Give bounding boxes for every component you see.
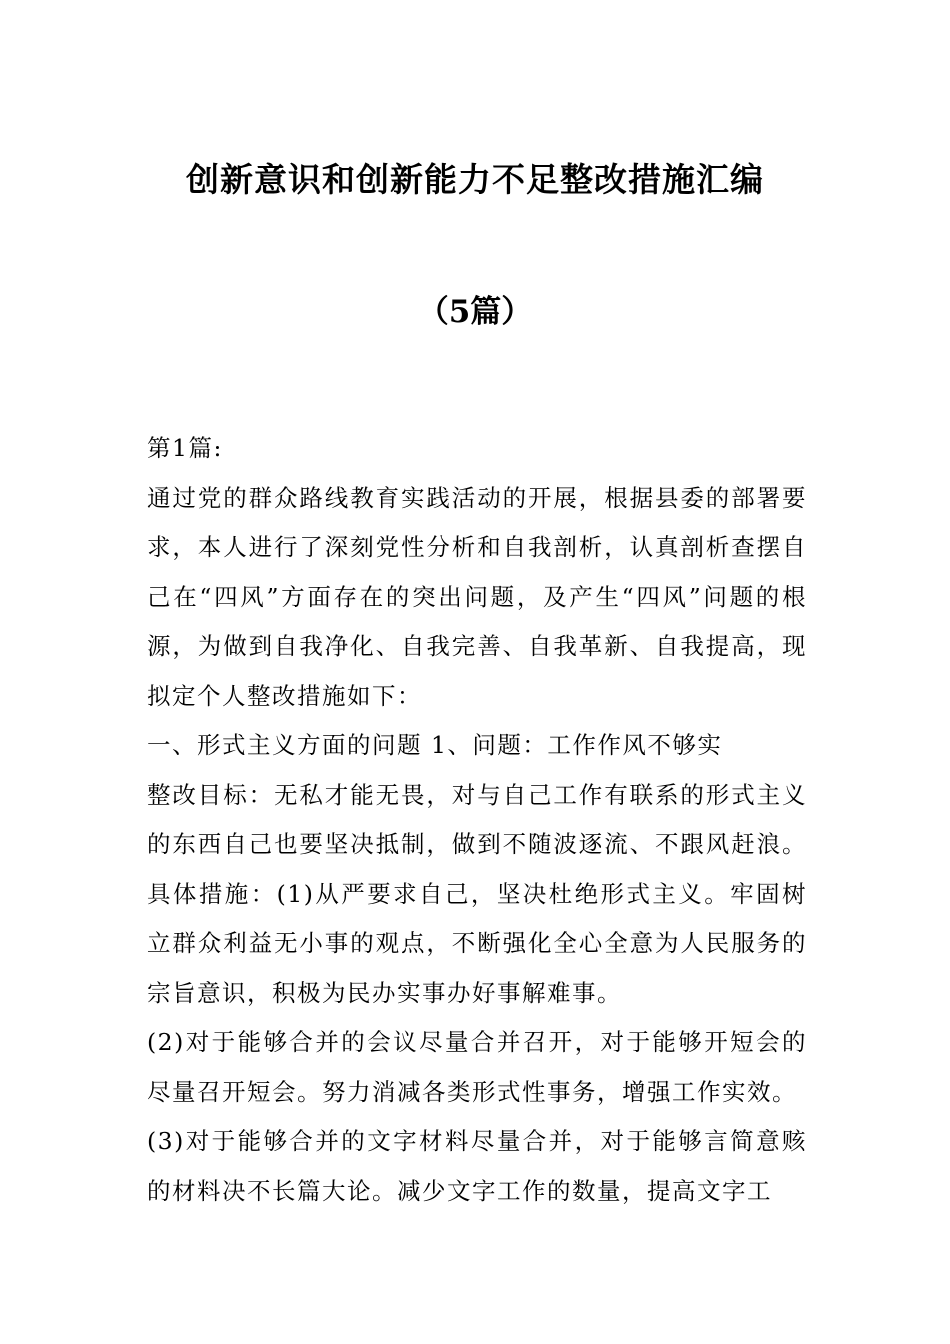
- paragraph-target: 整改目标：无私才能无畏，对与自己工作有联系的形式主义的东西自己也要坚决抵制，做到不随波逐流、不跟风赶浪。具体措施：(1)从严要求自己，坚决杜绝形式主义。牢固树立群众利益无小事的观点，不断强化全心全意为人民服务的宗旨意识，积极为民办实事办好事解难事。: [147, 780, 807, 1007]
- paragraph-measure-3: (3)对于能够合并的文字材料尽量合并，对于能够言简意赅的材料决不长篇大论。减少文字工作的数量，提高文字工: [147, 1127, 807, 1205]
- paragraph-intro: 通过党的群众路线教育实践活动的开展，根据县委的部署要求，本人进行了深刻党性分析和自我剖析，认真剖析查摆自己在“四风”方面存在的突出问题，及产生“四风”问题的根源，为做到自我净化、自我完善、自我革新、自我提高，现拟定个人整改措施如下：: [147, 483, 807, 710]
- paragraph-heading: 一、形式主义方面的问题 1、问题：工作作风不够实: [147, 731, 723, 759]
- section-label: 第1篇:: [147, 434, 223, 462]
- paragraph-measure-2: (2)对于能够合并的会议尽量合并召开，对于能够开短会的尽量召开短会。努力消减各类形式性事务，增强工作实效。: [147, 1028, 807, 1106]
- document-subtitle: （5篇）: [417, 294, 533, 330]
- document-body: [147, 424, 807, 1216]
- document-title: 创新意识和创新能力不足整改措施汇编: [186, 160, 764, 199]
